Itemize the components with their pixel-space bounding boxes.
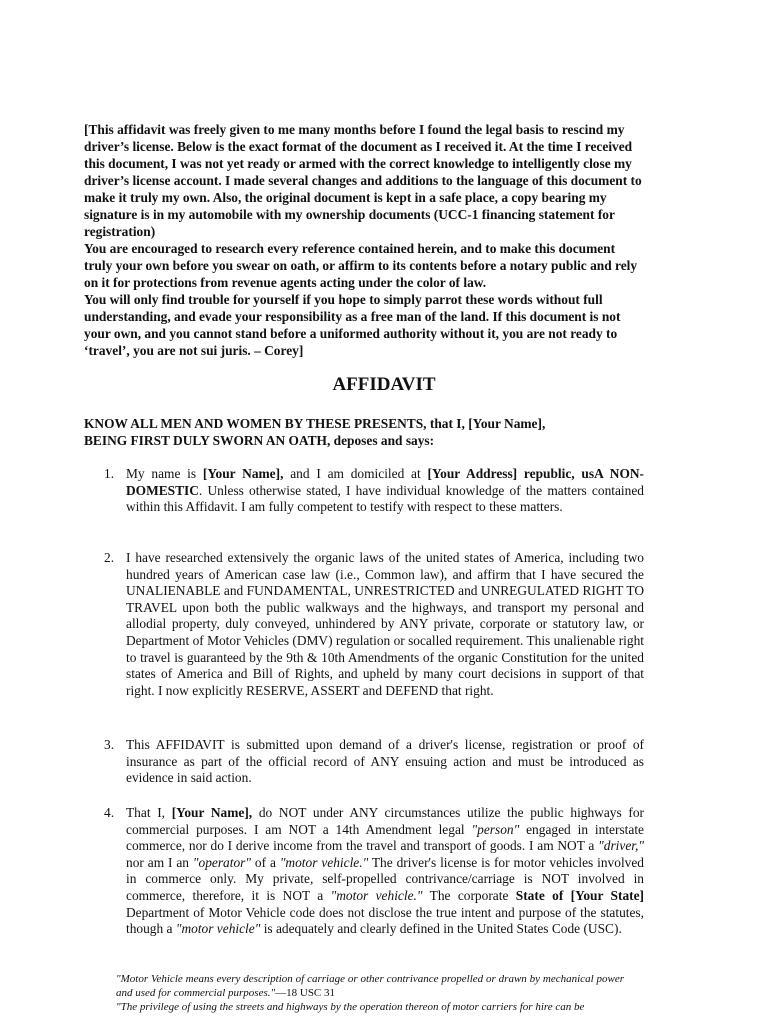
statement-text: do NOT under ANY circumstances utilize the public highways for commercial purposes. I am NOT a 14th Amendment legal: [126, 805, 644, 837]
intro-paragraph-2: You are encouraged to research every reference contained herein, and to make this document truly your own before you swear on oath, or affirm to its contents before a notary public and rely on it for protections from revenue agents acting under the color of law.: [84, 241, 638, 290]
quote-text: "Motor Vehicle means every description of carriage or other contrivance propelled or drawn by mechanical power and used for commercial purposes.": [116, 973, 624, 999]
statement-1: [84, 466, 644, 516]
statement-number: 3.: [104, 737, 115, 752]
statement-2: [84, 550, 644, 699]
name-placeholder: [Your Name],: [171, 805, 253, 820]
quoted-term: "motor vehicle.": [279, 854, 369, 870]
quote-2: "The privilege of using the streets and highways by the operation thereon of motor carriers for hire can be: [116, 1001, 585, 1013]
statement-number: 4.: [104, 805, 115, 820]
statement-text: That I,: [126, 805, 172, 820]
quoted-term: "operator": [192, 854, 252, 870]
document-title: AFFIDAVIT: [332, 374, 436, 395]
statement-text: My name is: [126, 466, 203, 481]
preamble-line-2: BEING FIRST DULY SWORN AN OATH, deposes and says:: [84, 433, 435, 448]
intro-paragraph-1: [This affidavit was freely given to me many months before I found the legal basis to rescind my driver’s license. Below is the exact format of the document as I received it. At the time I received this document, I was not yet ready or armed with the correct knowledge to intelligently close my driver’s license account. I made several changes and additions to the language of this document to make it truly my own. Also, the original document is kept in a safe place, a copy bearing my signature is in my automobile with my ownership documents (UCC-1 financing statement for registration): [84, 122, 642, 239]
quote-1: [116, 972, 624, 1000]
state-placeholder: State of [Your State]: [515, 887, 645, 903]
intro-paragraph-3: You will only find trouble for yourself if you hope to simply parrot these words without full understanding, and evade your responsibility as a free man of the land. If this document is not your own, and you cannot stand before a uniformed authority without it, you are not ready to ‘travel’, you are not sui juris. – Corey]: [84, 292, 621, 358]
statement-3: [84, 737, 644, 787]
statement-number: 2.: [104, 550, 115, 565]
quoted-term: "motor vehicle": [175, 921, 261, 937]
statement-number: 1.: [104, 466, 115, 481]
statement-text: The driver's license is for motor vehicles involved in commerce only. My private, self-propelled contrivance/carriage is NOT involved in commerce, therefore, it is NOT a: [126, 854, 644, 903]
statement-text: Department of Motor Vehicle code does not disclose the true intent and purpose of the statutes, though a: [126, 904, 644, 937]
statement-text: engaged in interstate commerce, nor do I derive income from the travel and transport of goods. I am NOT a: [126, 821, 644, 854]
quoted-term: "motor vehicle.": [330, 887, 423, 903]
statement-text: . Unless otherwise stated, I have individual knowledge of the matters contained within this Affidavit. I am fully competent to testify with respect to these matters.: [126, 482, 644, 515]
statement-text: This AFFIDAVIT is submitted upon demand of a driver's license, registration or proof of insurance as part of the official record of ANY ensuing action and must be introduced as evidence in said action.: [126, 737, 644, 786]
quoted-term: "driver,": [598, 838, 644, 854]
statement-text: I have researched extensively the organic laws of the united states of America, including two hundred years of American case law (i.e., Common law), and affirm that I have secured the UNALIENABLE and FUNDAMENTAL, UNRESTRICTED and UNREGULATED RIGHT TO TRAVEL upon both the public walkways and the highways, and transport my personal and allodial property, duly conveyed, unhindered by ANY private, corporate or statutory law, or Department of Motor Vehicles (DMV) regulation or socalled requirement. This unalienable right to travel is guaranteed by the 9th & 10th Amendments of the organic Constitution for the united states of America and Bill of Rights, and upheld by many court decisions in support of that right. I now explicitly RESERVE, ASSERT and DEFEND that right.: [126, 550, 644, 698]
address-placeholder: [Your Address] republic, usA NON-DOMESTIC: [126, 466, 645, 498]
preamble: [84, 415, 644, 449]
name-placeholder: [Your Name],: [202, 466, 284, 481]
statement-text: is adequately and clearly defined in the United States Code (USC).: [260, 921, 622, 937]
quoted-term: "person": [471, 821, 520, 837]
intro-note: [84, 121, 644, 359]
statement-text: of a: [251, 854, 280, 870]
statement-4: [84, 805, 644, 938]
statement-text: and I am domiciled at: [283, 466, 428, 481]
statement-text: The corporate: [422, 887, 516, 903]
statement-text: nor am I an: [126, 854, 193, 870]
preamble-line-1: KNOW ALL MEN AND WOMEN BY THESE PRESENTS, that I, [Your Name],: [84, 416, 546, 431]
quote-citation: —18 USC 31: [275, 987, 336, 999]
legal-quotes: [116, 972, 624, 1014]
